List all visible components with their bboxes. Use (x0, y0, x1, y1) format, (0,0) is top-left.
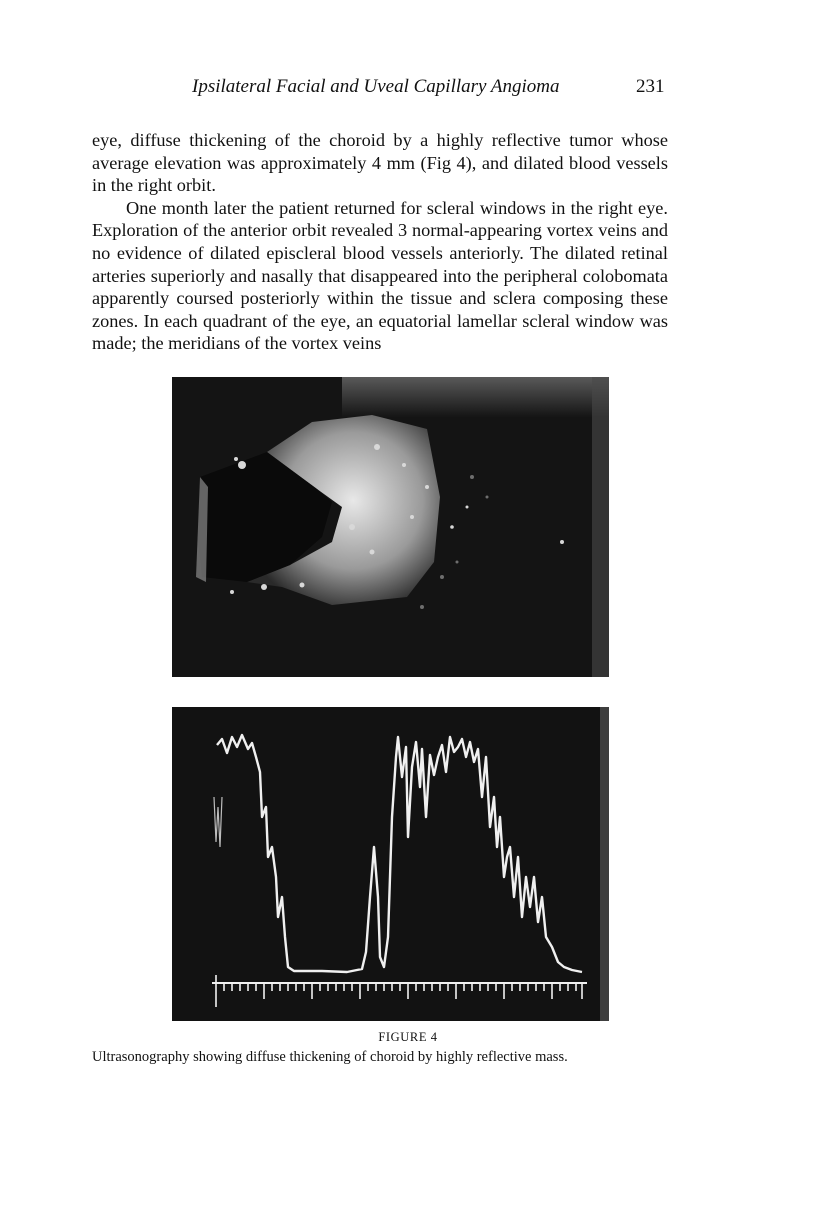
paragraph: eye, diffuse thickening of the choroid by a highly reflective tumor whose average elevation was approximately 4 mm (Fig 4), and dilated blood vessels in the right orbit. (92, 130, 668, 196)
paragraph: One month later the patient returned for scleral windows in the right eye. Exploration of the anterior orbit revealed 3 normal-appearing vortex veins and no evidence of dilated episcleral blood vessels anteriorly. The dilated retinal arteries superiorly and nasally that disappeared into the peripheral colobomata apparently coursed posteriorly within the tissue and sclera composing these zones. In each quadrant of the eye, an equatorial lamellar scleral window was made; the meridians of the vortex veins (92, 197, 668, 354)
page-number: 231 (636, 76, 665, 97)
running-header-title: Ipsilateral Facial and Uveal Capillary Angioma (192, 76, 560, 97)
ultrasound-image (172, 377, 609, 1021)
b-scan-panel (172, 377, 609, 677)
figure-ultrasonography (172, 377, 609, 1021)
figure-caption: Ultrasonography showing diffuse thickening of choroid by highly reflective mass. (92, 1049, 568, 1065)
a-scan-panel (172, 707, 609, 1021)
panel-separator (172, 677, 602, 707)
body-text (92, 129, 668, 355)
figure-label: FIGURE 4 (378, 1030, 438, 1044)
